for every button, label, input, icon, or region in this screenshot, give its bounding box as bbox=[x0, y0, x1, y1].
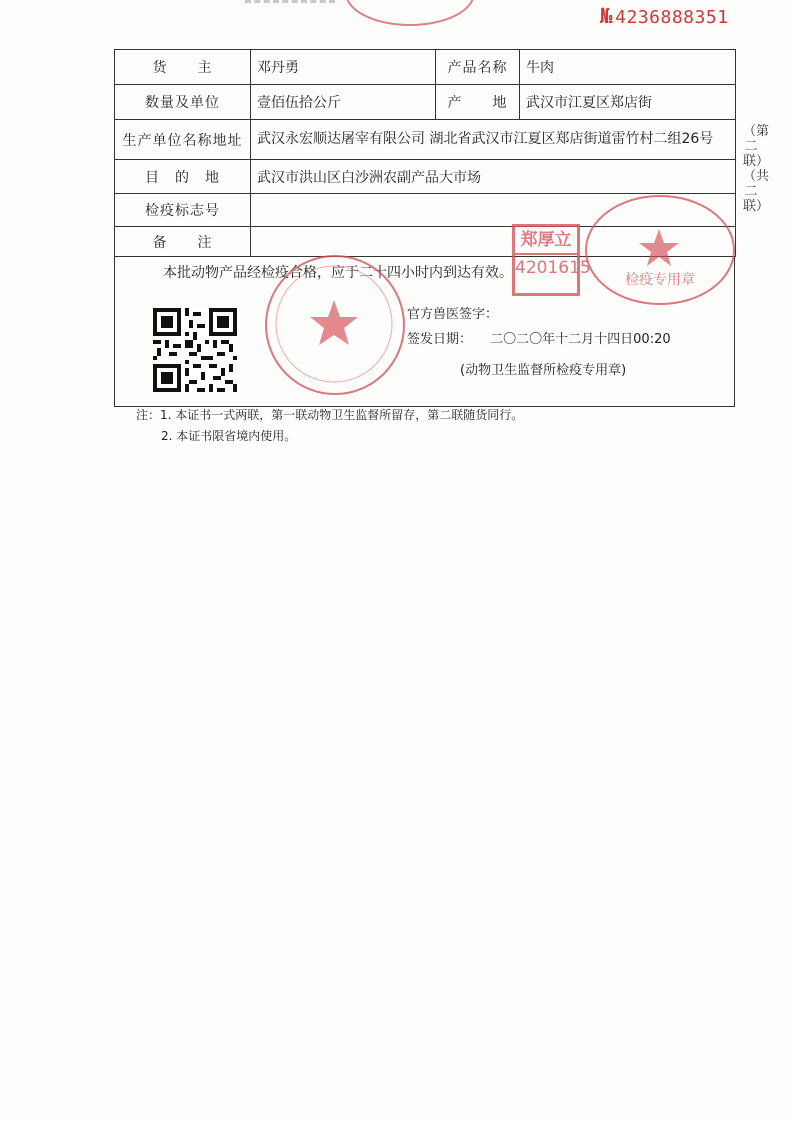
certificate-notes bbox=[136, 405, 523, 447]
destination-label: 目 的 地 bbox=[115, 160, 251, 194]
row-producer bbox=[115, 120, 736, 160]
remarks-label: 备 注 bbox=[115, 227, 251, 257]
vet-name-stamp bbox=[512, 224, 591, 296]
origin-value: 武汉市江夏区郑店街 bbox=[520, 85, 736, 120]
issue-date-line bbox=[407, 328, 671, 347]
row-quantity bbox=[115, 85, 736, 120]
destination-value: 武汉市洪山区白沙洲农副产品大市场 bbox=[251, 160, 736, 194]
right-stamp-label: 检疫专用章 bbox=[625, 272, 695, 288]
serial-number-value: 4236888351 bbox=[615, 7, 729, 28]
producer-label: 生产单位名称地址 bbox=[115, 120, 251, 160]
serial-symbol: № bbox=[600, 4, 614, 28]
seal-note: (动物卫生监督所检疫专用章) bbox=[460, 363, 627, 378]
note-1: 注：1. 本证书一式两联，第一联动物卫生监督所留存，第二联随货同行。 bbox=[136, 408, 524, 422]
top-decoration bbox=[245, 0, 335, 9]
owner-label: 货 主 bbox=[115, 50, 251, 85]
producer-value: 武汉永宏顺达屠宰有限公司 湖北省武汉市江夏区郑店街道雷竹村二组26号 bbox=[251, 120, 736, 160]
row-owner bbox=[115, 50, 736, 85]
row-destination bbox=[115, 160, 736, 194]
owner-value: 邓丹勇 bbox=[251, 50, 436, 85]
star-icon bbox=[267, 257, 402, 392]
issue-date-value: 二〇二〇年十二月十四日00:20 bbox=[490, 332, 671, 347]
vet-stamp-code: 4201615 bbox=[515, 253, 577, 281]
quantity-value: 壹佰伍拾公斤 bbox=[251, 85, 436, 120]
issue-date-label: 签发日期： bbox=[407, 332, 473, 347]
product-name-value: 牛肉 bbox=[520, 50, 736, 85]
note-2: 2. 本证书限省境内使用。 bbox=[161, 429, 297, 443]
copy-indicator: （第二联）（共二联） bbox=[743, 124, 770, 214]
quantity-label: 数量及单位 bbox=[115, 85, 251, 120]
vet-stamp-name: 郑厚立 bbox=[520, 230, 572, 250]
serial-number bbox=[600, 4, 729, 28]
qr-code bbox=[153, 308, 237, 392]
vet-signature-label: 官方兽医签字： bbox=[407, 307, 499, 322]
top-seal-stamp bbox=[345, 0, 475, 26]
validity-statement: 本批动物产品经检疫合格，应于二十四小时内到达有效。 bbox=[163, 265, 513, 281]
quarantine-mark-label: 检疫标志号 bbox=[115, 194, 251, 227]
product-name-label: 产品名称 bbox=[436, 50, 520, 85]
quarantine-seal-right bbox=[585, 195, 735, 305]
origin-label: 产 地 bbox=[436, 85, 520, 120]
quarantine-seal-left bbox=[265, 255, 405, 395]
